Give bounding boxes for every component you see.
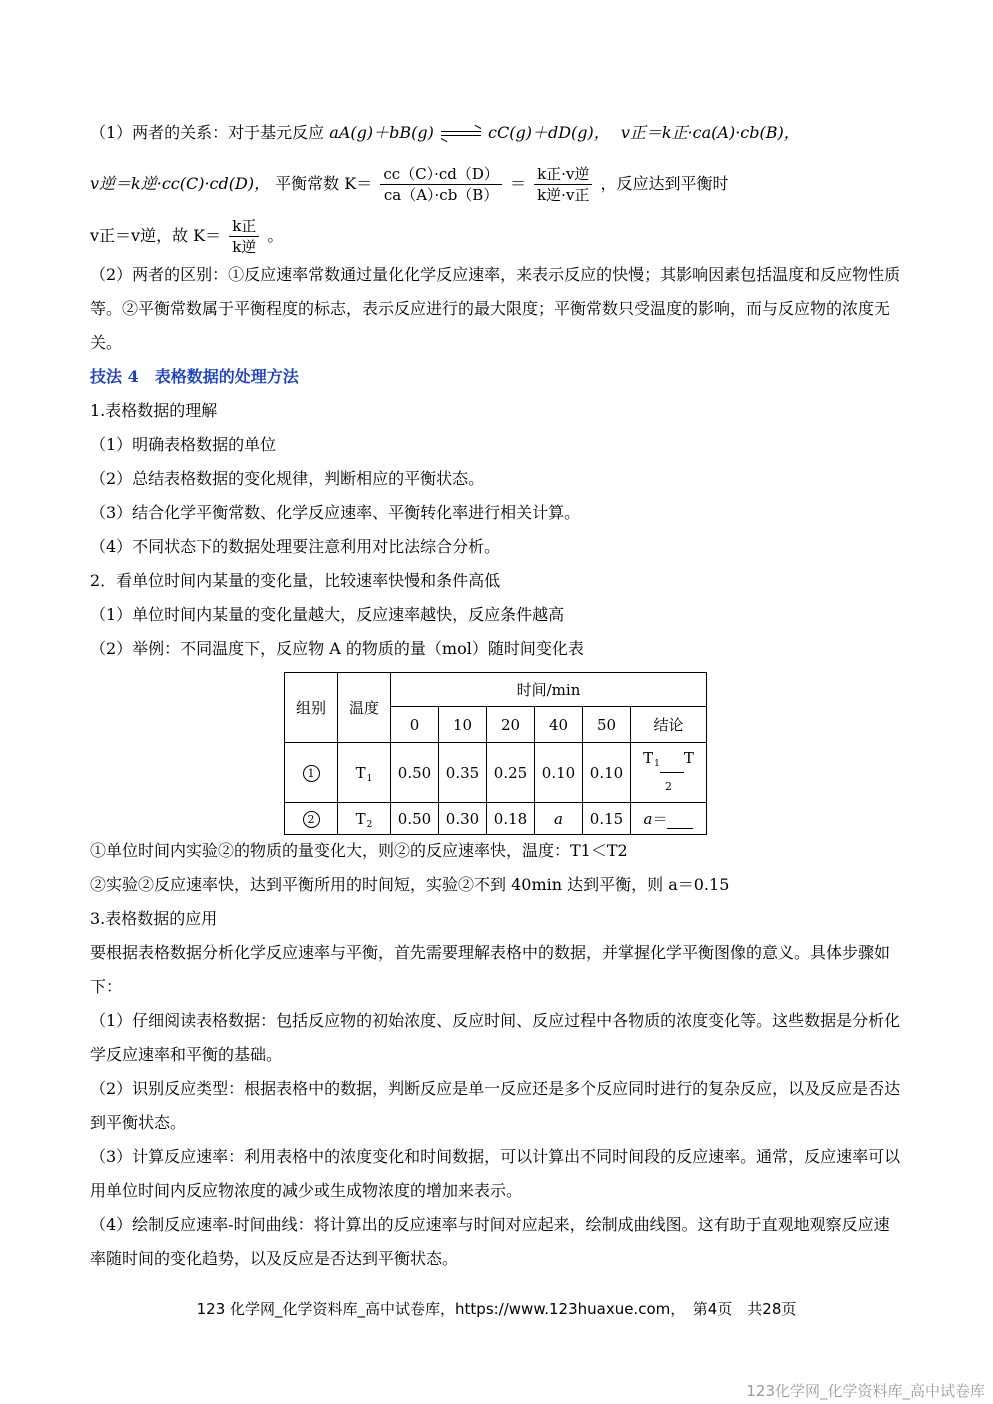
v-reverse-expression: v逆＝k逆·cc(C)·cd(D)， [90, 174, 271, 193]
relation-line-2 [90, 164, 729, 204]
row-2-value: 0.15 [583, 803, 631, 835]
application-title: 3.表格数据的应用 [90, 909, 218, 928]
row-1-value: 0.25 [487, 743, 535, 803]
time-header-10: 10 [439, 707, 487, 743]
understanding-item-2: （2）总结表格数据的变化规律，判断相应的平衡状态。 [90, 469, 485, 488]
header-group: 组别 [285, 673, 338, 743]
difference-paragraph: （2）两者的区别：①反应速率常数通过量化化学反应速率，来表示反应的快慢；其影响因素包括温度和反应物性质等。②平衡常数属于平衡程度的标志，表示反应进行的最大限度；平衡常数只受温度的影响，而与反应物的浓度无关。 [90, 265, 901, 352]
row-2-conclusion: a＝ [631, 803, 707, 835]
relation-intro: （1）两者的关系：对于基元反应 [90, 123, 325, 142]
row-2-value: 0.30 [439, 803, 487, 835]
understanding-item-1: （1）明确表格数据的单位 [90, 435, 277, 454]
row-2-value: 0.50 [391, 803, 439, 835]
time-header-20: 20 [487, 707, 535, 743]
k-fraction [380, 165, 502, 204]
table-row [285, 803, 707, 835]
reaction-right: cC(g)＋dD(g)， [488, 123, 610, 142]
eq-tail: 。 [267, 226, 284, 245]
relation-line-3 [90, 216, 283, 256]
time-header-40: 40 [535, 707, 583, 743]
note-1: ①单位时间内实验②的物质的量变化大，则②的反应速率快，温度：T1＜T2 [90, 841, 628, 860]
k-rate-fraction [534, 165, 592, 204]
note-2: ②实验②反应速率快，达到平衡所用的时间短，实验②不到 40min 达到平衡，则 a＝0.15 [90, 875, 730, 894]
header-temperature: 温度 [338, 673, 391, 743]
k-ratio-fraction [229, 217, 259, 256]
reaction-left: aA(g)＋bB(g) [329, 123, 434, 142]
k-intro: 平衡常数 K＝ [275, 174, 373, 193]
row-1-temperature: $T_1$ [338, 743, 391, 803]
row-1-value: 0.35 [439, 743, 487, 803]
understanding-title: 1.表格数据的理解 [90, 401, 218, 420]
equals-sign: ＝ [509, 174, 526, 193]
compare-item-2: （2）举例：不同温度下，反应物 A 的物质的量（mol）随时间变化表 [90, 639, 584, 658]
table-row [285, 743, 707, 803]
application-step-3: （3）计算反应速率：利用表格中的浓度变化和时间数据，可以计算出不同时间段的反应速率。通常，反应速率可以用单位时间内反应物浓度的减少或生成物浓度的增加来表示。 [90, 1147, 901, 1200]
header-conclusion: 结论 [631, 707, 707, 743]
equilibrium-condition: v正＝v逆，故 K＝ [90, 226, 222, 245]
k-ratio-numerator: k正 [229, 217, 259, 237]
time-header-50: 50 [583, 707, 631, 743]
understanding-item-3: （3）结合化学平衡常数、化学反应速率、平衡转化率进行相关计算。 [90, 503, 581, 522]
application-step-1: （1）仔细阅读表格数据：包括反应物的初始浓度、反应时间、反应过程中各物质的浓度变化等。这些数据是分析化学反应速率和平衡的基础。 [90, 1011, 901, 1064]
k-fraction-denominator: ca（A）·cb（B） [383, 186, 499, 204]
row-2-group [285, 803, 338, 835]
page-footer: 123 化学网_化学资料库_高中试卷库，https://www.123huaxue.com， 第4页 共28页 [196, 1300, 797, 1318]
compare-title: 2．看单位时间内某量的变化量，比较速率快慢和条件高低 [90, 571, 501, 590]
row-1-value: 0.10 [583, 743, 631, 803]
k-ratio-denominator: k逆 [232, 238, 257, 256]
watermark-text: 123化学网_化学资料库_高中试卷库 [746, 1382, 985, 1400]
application-step-2: （2）识别反应类型：根据表格中的数据，判断反应是单一反应还是多个反应同时进行的复杂反应，以及反应是否达到平衡状态。 [90, 1079, 901, 1132]
k-rate-denominator: k逆·v正 [537, 186, 590, 204]
application-step-4: （4）绘制反应速率-时间曲线：将计算出的反应速率与时间对应起来，绘制成曲线图。这有助于直观地观察反应速率随时间的变化趋势，以及反应是否达到平衡状态。 [90, 1215, 890, 1268]
section-heading: 技法 4 表格数据的处理方法 [90, 367, 299, 386]
equilibrium-arrow-icon [441, 129, 481, 139]
k-fraction-numerator: cc（C）·cd（D） [380, 165, 502, 185]
circled-two: 2 [303, 811, 320, 828]
header-time: 时间/min [391, 673, 707, 707]
understanding-item-4: （4）不同状态下的数据处理要注意利用对比法综合分析。 [90, 537, 501, 556]
application-intro: 要根据表格数据分析化学反应速率与平衡，首先需要理解表格中的数据，并掌握化学平衡图像的意义。具体步骤如下： [90, 943, 891, 996]
time-header-0: 0 [391, 707, 439, 743]
circled-one: 1 [303, 765, 320, 782]
row-1-conclusion: $T_1$ T 2 [631, 743, 707, 803]
row-2-temperature: $T_2$ [338, 803, 391, 835]
row-1-group [285, 743, 338, 803]
data-table [284, 672, 707, 835]
relation-line-1 [90, 122, 800, 144]
row-1-value: 0.50 [391, 743, 439, 803]
row-1-value: 0.10 [535, 743, 583, 803]
row-2-value: a [535, 803, 583, 835]
compare-item-1: （1）单位时间内某量的变化量越大，反应速率越快，反应条件越高 [90, 605, 565, 624]
v-forward-expression: v正＝k正·ca(A)·cb(B)， [620, 123, 800, 142]
row-2-value: 0.18 [487, 803, 535, 835]
k-tail: ，反应达到平衡时 [600, 174, 729, 193]
k-rate-numerator: k正·v逆 [534, 165, 592, 185]
